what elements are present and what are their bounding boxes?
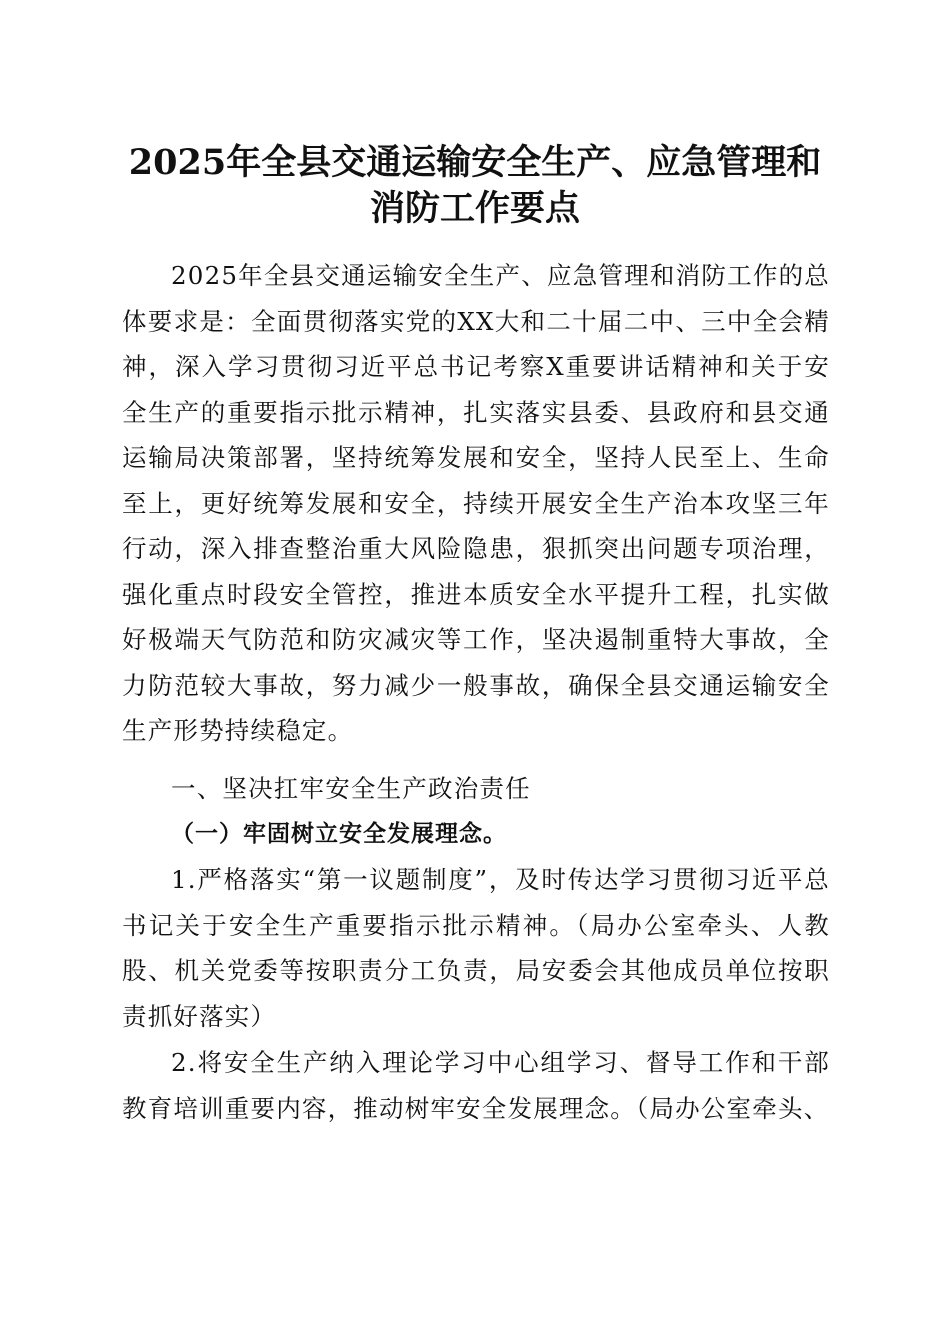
- document-title-line-2: 消防工作要点: [369, 188, 580, 229]
- document-title-line-1: 2025年全县交通运输安全生产、应急管理和: [128, 142, 822, 183]
- section-heading-1: 一、坚决扛牢安全生产政治责任: [171, 774, 531, 803]
- intro-paragraph: 2025年全县交通运输安全生产、应急管理和消防工作的总体要求是：全面贯彻落实党的XX大和二十届二中、三中全会精神，深入学习贯彻习近平总书记考察X重要讲话精神和关于安全生产的重要指示批示精神，扎实落实县委、县政府和县交通运输局决策部署，坚持统筹发展和安全，坚持人民至上、生命至上，更好统筹发展和安全，持续开展安全生产治本攻坚三年行动，深入排查整治重大风险隐患，狠抓突出问题专项治理，强化重点时段安全管控，推进本质安全水平提升工程，扎实做好极端天气防范和防灾减灾等工作，坚决遏制重特大事故，全力防范较大事故，努力减少一般事故，确保全县交通运输安全生产形势持续稳定。: [122, 261, 830, 745]
- list-item-2: 2.将安全生产纳入理论学习中心组学习、督导工作和干部教育培训重要内容，推动树牢安全发展理念。（局办公室牵头、: [122, 1048, 830, 1123]
- list-item-1: 1.严格落实“第一议题制度”，及时传达学习贯彻习近平总书记关于安全生产重要指示批示精神。（局办公室牵头、人教股、机关党委等按职责分工负责，局安委会其他成员单位按职责抓好落实）: [122, 865, 830, 1031]
- subsection-heading-1: （一）牢固树立安全发展理念。: [171, 820, 507, 847]
